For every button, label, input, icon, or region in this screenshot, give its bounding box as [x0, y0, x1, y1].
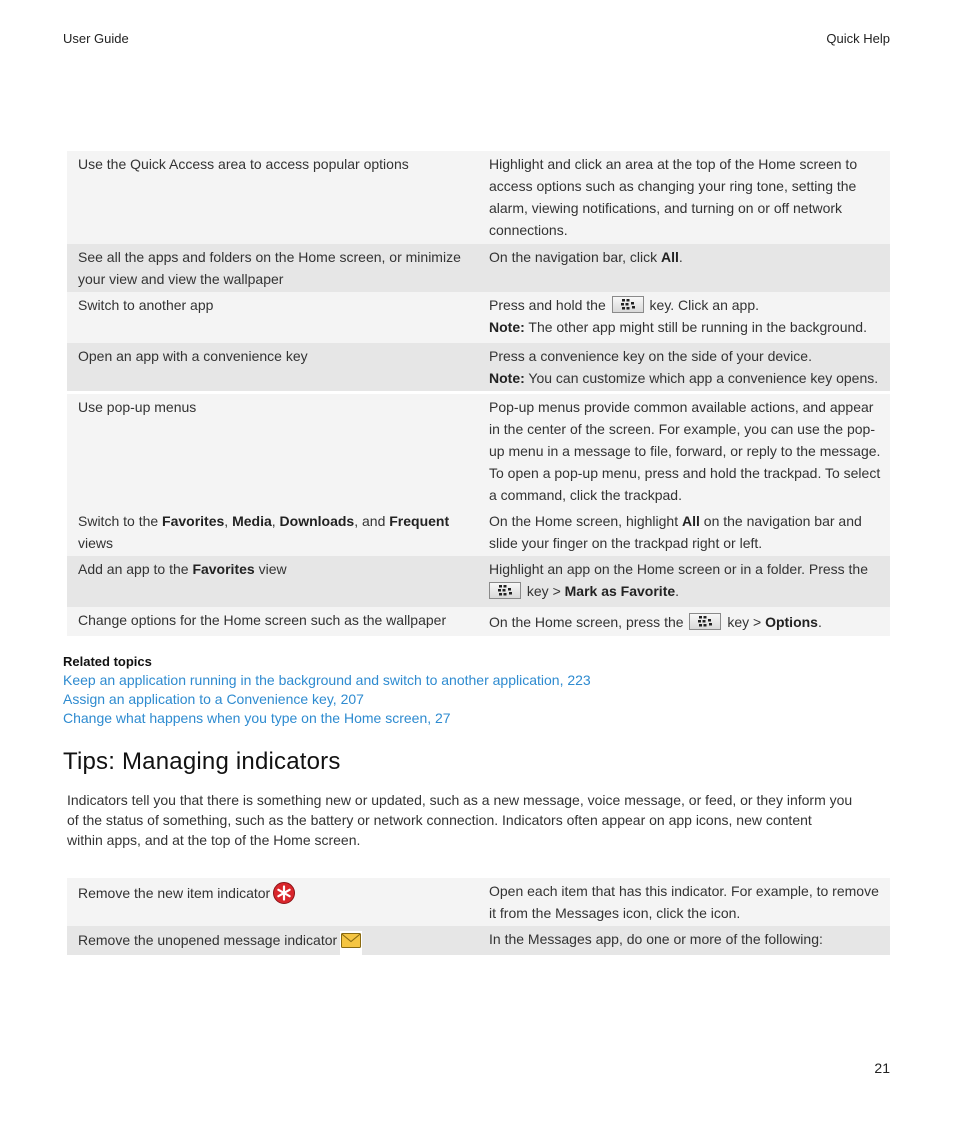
related-link[interactable]: Keep an application running in the background and switch to another application, 223 — [63, 672, 591, 688]
action-cell: Remove the unopened message indicator — [67, 926, 478, 955]
blackberry-menu-key-icon — [689, 613, 721, 630]
quick-help-table — [67, 151, 890, 636]
table-row — [67, 556, 890, 607]
description-cell: On the navigation bar, click All. — [489, 249, 683, 265]
description-cell: On the Home screen, press the key > Options. — [489, 614, 822, 630]
related-topics-title: Related topics — [63, 654, 152, 669]
table-row — [67, 926, 890, 955]
action-cell: Open an app with a convenience key — [78, 348, 308, 364]
description-cell: Press and hold the key. Click an app. Note: The other app might still be running in the background. — [489, 297, 867, 335]
description-cell: Open each item that has this indicator. For example, to remove it from the Messages icon, click the icon. — [489, 883, 879, 921]
description-cell: On the Home screen, highlight All on the navigation bar and slide your finger on the trackpad right or left. — [489, 513, 862, 551]
table-row — [67, 343, 890, 391]
action-cell: Use the Quick Access area to access popular options — [78, 156, 409, 172]
action-cell: Remove the new item indicator — [67, 878, 478, 926]
table-row — [67, 878, 890, 926]
description-cell: In the Messages app, do one or more of the following: — [489, 931, 823, 947]
blackberry-menu-key-icon — [612, 296, 644, 313]
table-row — [67, 151, 890, 244]
action-cell: See all the apps and folders on the Home screen, or minimize your view and view the wallpaper — [78, 249, 461, 287]
blackberry-menu-key-icon — [489, 582, 521, 599]
action-cell: Add an app to the Favorites view — [78, 561, 287, 577]
unopened-message-envelope-icon — [340, 931, 362, 959]
related-topics — [63, 652, 591, 728]
description-cell: Pop-up menus provide common available actions, and appear in the center of the screen. For example, you can use the pop- up menu in a message to file, forward, or reply to the message. To open a pop-up menu, press and hold the trackpad. To select a command, click the trackpad. — [489, 399, 881, 503]
indicators-table — [67, 878, 890, 955]
section-intro: Indicators tell you that there is something new or updated, such as a new message, voice message, or feed, or they inform you of the status of something, such as the battery or network connection. Indicators often appear on app icons, new content within apps, and at the top of the Home screen. — [67, 792, 853, 848]
description-cell: Highlight an app on the Home screen or in a folder. Press the key > Mark as Favorite. — [489, 561, 868, 599]
new-item-indicator-icon — [273, 882, 295, 910]
page-number: 21 — [874, 1060, 890, 1076]
table-row — [67, 508, 890, 556]
action-cell: Change options for the Home screen such as the wallpaper — [78, 612, 447, 628]
table-row — [67, 394, 890, 508]
section-title: Tips: Managing indicators — [63, 748, 341, 775]
action-cell: Switch to another app — [78, 297, 214, 313]
related-link[interactable]: Assign an application to a Convenience key, 207 — [63, 691, 364, 707]
table-row — [67, 292, 890, 343]
action-cell: Use pop-up menus — [78, 399, 197, 415]
table-row — [67, 244, 890, 292]
header-right: Quick Help — [826, 31, 890, 46]
header-left: User Guide — [63, 31, 129, 46]
action-cell: Switch to the Favorites, Media, Downloads, and Frequent views — [78, 513, 450, 551]
table-row — [67, 607, 890, 636]
description-cell: Press a convenience key on the side of your device. Note: You can customize which app a convenience key opens. — [489, 348, 879, 386]
related-link[interactable]: Change what happens when you type on the Home screen, 27 — [63, 710, 451, 726]
description-cell: Highlight and click an area at the top of the Home screen to access options such as changing your ring tone, setting the alarm, viewing notifications, and turning on or off network connections. — [489, 156, 858, 238]
